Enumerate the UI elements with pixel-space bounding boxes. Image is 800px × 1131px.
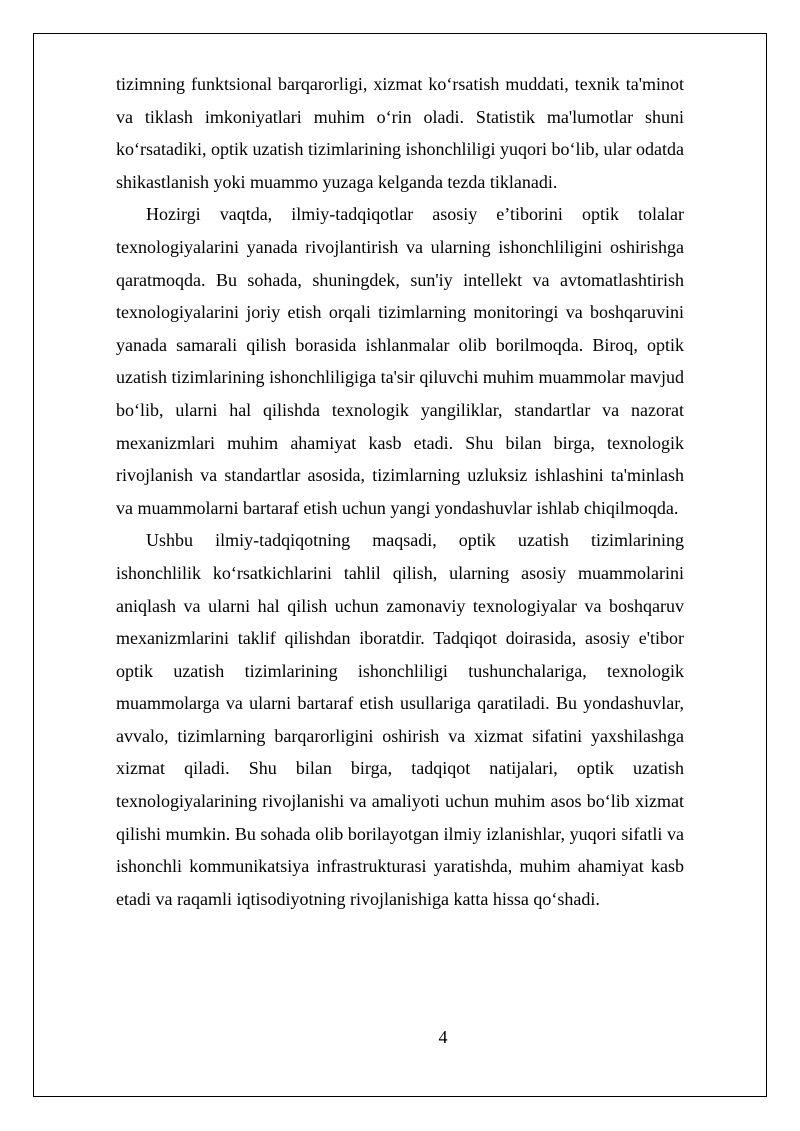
paragraph-current-research: Hozirgi vaqtda, ilmiy-tadqiqotlar asosiy e’tiborini optik tolalar texnologiyalarini yanada rivojlantirish va ularning ishonchliligini oshirishga qaratmoqda. Bu sohada, shuningdek, sun'iy intellekt va avtomatlashtirish texnologiyalarini joriy etish orqali tizimlarning monitoringi va boshqaruvini yanada samarali qilish borasida ishlanmalar olib borilmoqda. Biroq, optik uzatish tizimlarining ishonchliligiga ta'sir qiluvchi muhim muammolar mavjud bo‘lib, ularni hal qilishda texnologik yangiliklar, standartlar va nazorat mexanizmlari muhim ahamiyat kasb etadi. Shu bilan birga, texnologik rivojlanish va standartlar asosida, tizimlarning uzluksiz ishlashini ta'minlash va muammolarni bartaraf etish uchun yangi yondashuvlar ishlab chiqilmoqda. xyxy=(116,204,684,518)
body-text xyxy=(116,68,684,915)
paragraph-research-goal: Ushbu ilmiy-tadqiqotning maqsadi, optik uzatish tizimlarining ishonchlilik ko‘rsatkichlarini tahlil qilish, ularning asosiy muammolarini aniqlash va ularni hal qilish uchun zamonaviy texnologiyalar va boshqaruv mexanizmlarini taklif qilishdan iboratdir. Tadqiqot doirasida, asosiy e'tibor optik uzatish tizimlarining ishonchliligi tushunchalariga, texnologik muammolarga va ularni bartaraf etish usullariga qaratiladi. Bu yondashuvlar, avvalo, tizimlarning barqarorligini oshirish va xizmat sifatini yaxshilashga xizmat qiladi. Shu bilan birga, tadqiqot natijalari, optik uzatish texnologiyalarining rivojlanishi va amaliyoti uchun muhim asos bo‘lib xizmat qilishi mumkin. Bu sohada olib borilayotgan ilmiy izlanishlar, yuqori sifatli va ishonchli kommunikatsiya infrastrukturasi yaratishda, muhim ahamiyat kasb etadi va raqamli iqtisodiyotning rivojlanishiga katta hissa qo‘shadi. xyxy=(116,530,684,909)
page-number: 4 xyxy=(438,1027,448,1047)
paragraph-continuation: tizimning funktsional barqarorligi, xizmat ko‘rsatish muddati, texnik ta'minot va tiklash imkoniyatlari muhim o‘rin oladi. Statistik ma'lumotlar shuni ko‘rsatadiki, optik uzatish tizimlarining ishonchliligi yuqori bo‘lib, ular odatda shikastlanish yoki muammo yuzaga kelganda tezda tiklanadi. xyxy=(116,74,684,192)
